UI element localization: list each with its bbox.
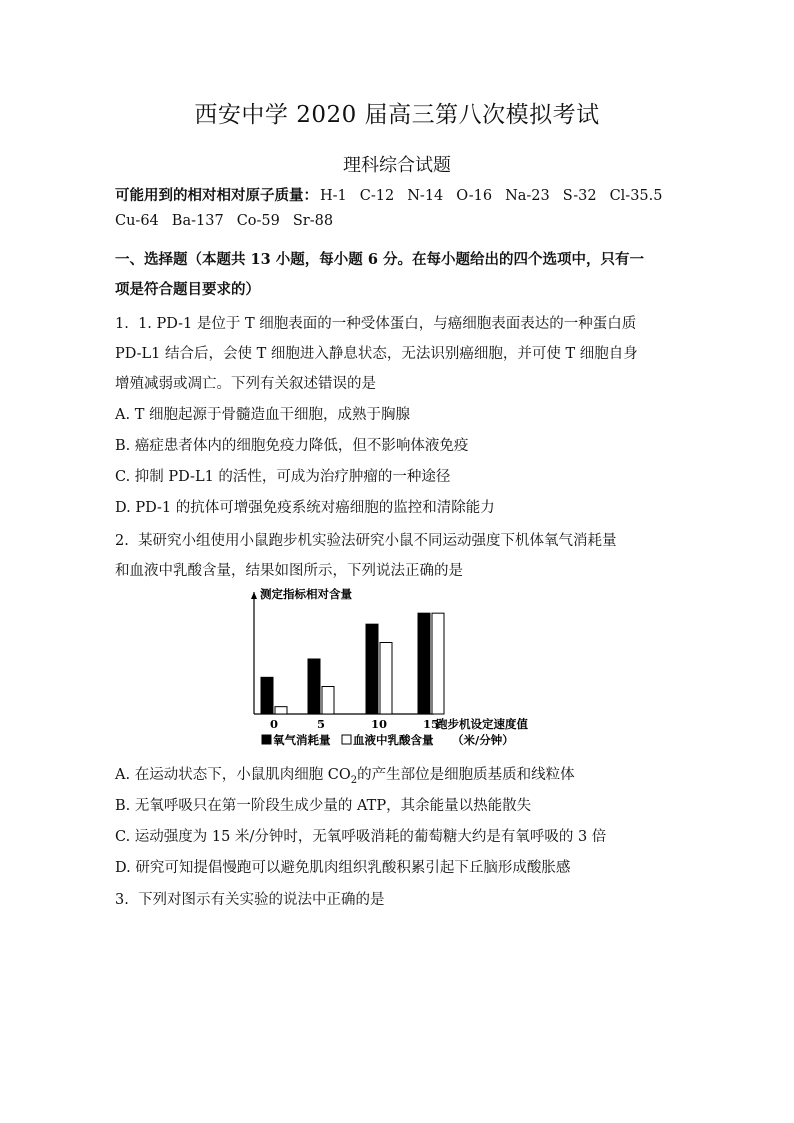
question-1-stem-2: PD-L1 结合后，会使 T 细胞进入静息状态，无法识别癌细胞，并可使 T 细胞自身 <box>115 346 638 362</box>
exam-subtitle: 理科综合试题 <box>343 155 451 176</box>
atomic-mass-row-1 <box>115 184 695 205</box>
atomic-mass: Co-59 <box>236 213 280 229</box>
legend-swatch <box>342 735 351 744</box>
option-a: A. T 细胞起源于骨髓造血干细胞，成熟于胸腺 <box>115 407 410 423</box>
atomic-mass: N-14 <box>407 188 444 204</box>
atomic-mass-label: 可能用到的相对相对原子质量： <box>115 187 318 204</box>
question-2-stem-2: 和血液中乳酸含量，结果如图所示，下列说法正确的是 <box>115 563 463 579</box>
x-tick-label: 15 <box>422 717 440 731</box>
option-a <box>115 763 695 786</box>
bar <box>308 659 320 714</box>
bar <box>380 643 392 715</box>
option-text: 的产生部位是细胞质基质和线粒体 <box>357 767 575 783</box>
option-b: B. 无氧呼吸只在第一阶段生成少量的 ATP，其余能量以热能散失 <box>115 798 532 814</box>
question-number: 1. <box>115 316 129 332</box>
bar <box>261 677 273 714</box>
legend-swatch <box>262 735 271 744</box>
atomic-mass: Cu-64 <box>115 213 159 229</box>
option-d: D. PD-1 的抗体可增强免疫系统对癌细胞的监控和清除能力 <box>115 500 495 516</box>
subscript: 2 <box>350 774 358 786</box>
section-heading: 一、选择题（本题共 13 小题，每小题 6 分。在每小题给出的四个选项中，只有一 <box>115 251 644 268</box>
atomic-mass: Na-23 <box>505 188 550 204</box>
x-tick-label: 5 <box>316 717 326 731</box>
atomic-mass-row-2 <box>115 213 695 229</box>
bar-chart <box>246 586 566 756</box>
bar <box>275 707 287 714</box>
atomic-mass: C-12 <box>359 188 395 204</box>
question-text: 1. PD-1 是位于 T 细胞表面的一种受体蛋白，与癌细胞表面表达的一种蛋白质 <box>138 316 637 332</box>
option-c: C. 抑制 PD-L1 的活性，可成为治疗肿瘤的一种途径 <box>115 469 451 485</box>
question-3-stem <box>115 888 695 909</box>
legend-label: 血液中乳酸含量 <box>353 733 434 747</box>
y-axis-arrow <box>251 592 257 599</box>
option-text: A. 在运动状态下，小鼠肌肉细胞 CO <box>115 767 351 783</box>
bar <box>418 613 430 714</box>
question-1-stem <box>115 312 695 333</box>
atomic-mass: Sr-88 <box>292 213 334 229</box>
x-axis-label: 跑步机设定速度值 <box>436 717 528 731</box>
option-c: C. 运动强度为 15 米/分钟时，无氧呼吸消耗的葡萄糖大约是有氧呼吸的 3 倍 <box>115 829 607 845</box>
x-tick-label: 10 <box>370 717 388 731</box>
question-number: 3. <box>115 892 129 908</box>
bar <box>322 687 334 715</box>
question-number: 2. <box>115 533 129 549</box>
option-b: B. 癌症患者体内的细胞免疫力降低，但不影响体液免疫 <box>115 438 469 454</box>
atomic-mass: H-1 <box>320 188 347 204</box>
exam-title: 西安中学 2020 届高三第八次模拟考试 <box>194 102 600 128</box>
bar <box>432 613 444 714</box>
bar <box>366 624 378 714</box>
question-2-stem <box>115 529 695 550</box>
question-text: 某研究小组使用小鼠跑步机实验法研究小鼠不同运动强度下机体氧气消耗量 <box>138 533 617 549</box>
axis-unit-label: （米/分钟） <box>452 733 514 747</box>
atomic-mass: Ba-137 <box>171 213 224 229</box>
x-tick-label: 0 <box>269 717 279 731</box>
y-axis-label: 测定指标相对含量 <box>260 587 352 601</box>
question-text: 下列对图示有关实验的说法中正确的是 <box>138 892 385 908</box>
option-d: D. 研究可知提倡慢跑可以避免肌肉组织乳酸积累引起下丘脑形成酸胀感 <box>115 860 571 876</box>
section-heading-cont: 项是符合题目要求的） <box>115 281 260 298</box>
atomic-mass: S-32 <box>562 188 597 204</box>
legend-label: 氧气消耗量 <box>273 733 331 747</box>
question-1-stem-3: 增殖减弱或凋亡。下列有关叙述错误的是 <box>115 376 376 392</box>
atomic-mass: O-16 <box>456 188 493 204</box>
atomic-mass: Cl-35.5 <box>609 188 663 204</box>
